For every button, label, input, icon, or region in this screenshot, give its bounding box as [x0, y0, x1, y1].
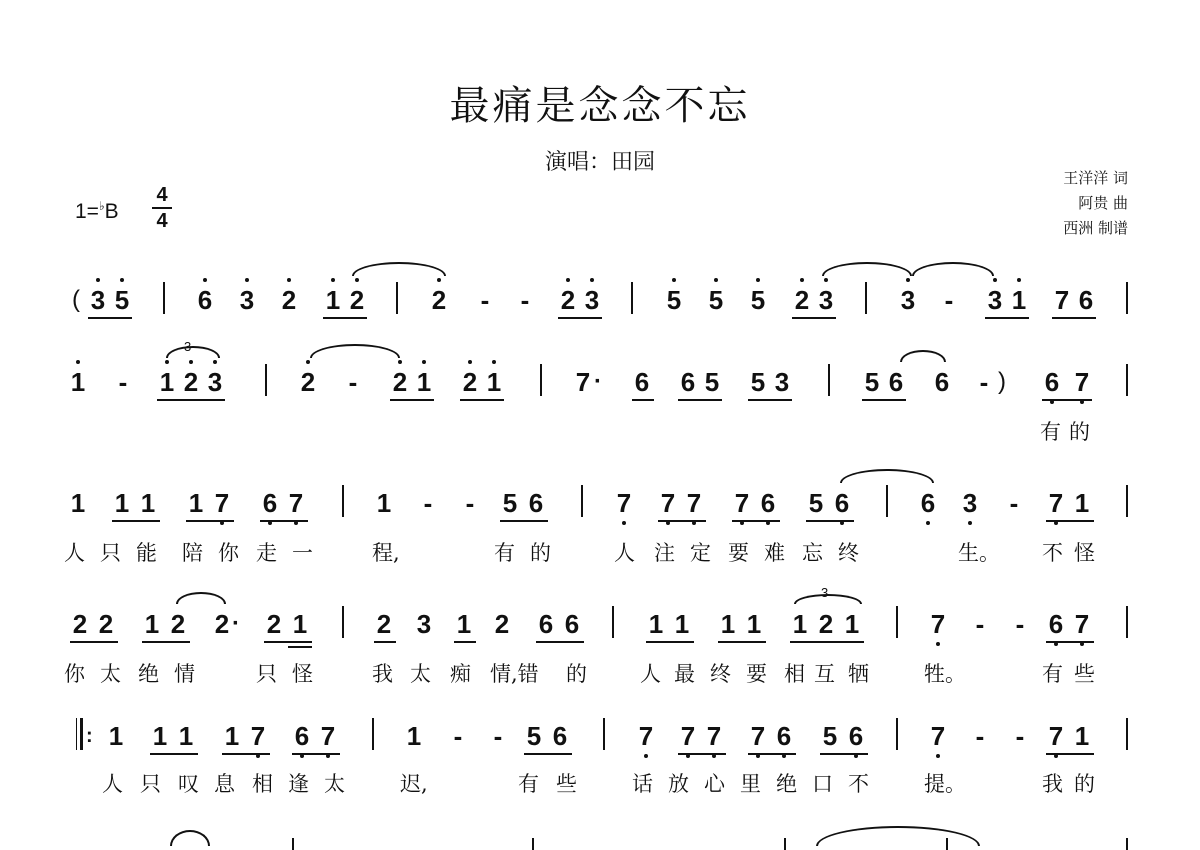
lyric: 有的 [1040, 420, 1098, 444]
note-dash: - [975, 609, 985, 639]
barline [1126, 485, 1128, 517]
lyric: 相 [252, 772, 273, 796]
lyric: 的 [566, 662, 587, 686]
note: 3 [235, 284, 259, 316]
note: 6 [634, 367, 650, 397]
augmentation-dot: · [594, 368, 602, 395]
note: 3 [86, 284, 110, 316]
barline [1126, 282, 1128, 314]
note: 5 [502, 488, 518, 518]
lyric: 要 [728, 541, 749, 565]
barline [163, 282, 165, 314]
singer-line: 演唱：田园 [544, 150, 655, 175]
note: 2 [790, 284, 814, 316]
note: 3 [958, 487, 982, 519]
song-title: 最痛是念念不忘 [449, 83, 751, 129]
note: 6 [1044, 608, 1068, 640]
lyric: 程, [372, 541, 400, 565]
note: 6 [772, 720, 796, 752]
lyric: 人 [640, 662, 661, 686]
barline [828, 364, 830, 396]
note: 3 [774, 367, 790, 397]
note: 7 [1070, 608, 1094, 640]
lyric: 的 [1074, 772, 1095, 796]
note: 7 [612, 487, 636, 519]
paren-open: ( [72, 286, 80, 313]
note: 5 [110, 284, 134, 316]
note-dash: - [348, 367, 358, 397]
score-row-1 [0, 284, 1200, 324]
note: 7 [284, 487, 308, 519]
note: 1 [844, 609, 860, 639]
score-row-3 [0, 487, 1200, 565]
barline [631, 282, 633, 314]
lyric: 只 [100, 541, 121, 565]
barline [265, 364, 267, 396]
lyric: 怪 [292, 662, 313, 686]
lyric: 你 [218, 541, 239, 565]
lyric: 痴 [450, 662, 471, 686]
key-signature [75, 200, 119, 224]
score-row-2 [0, 339, 1200, 444]
arranger-credit: 西洲 制谱 [1063, 219, 1128, 237]
note: 5 [704, 367, 720, 397]
lyric: 忘 [802, 541, 823, 565]
note-dash: - [453, 721, 463, 751]
lyricist-credit: 王洋洋 词 [1063, 169, 1128, 187]
note: 6 [258, 487, 282, 519]
note: 6 [916, 487, 940, 519]
paren-close: ) [998, 368, 1006, 395]
note: 1 [321, 284, 345, 316]
lyric: 只 [140, 772, 161, 796]
note: 1 [746, 609, 762, 639]
lyric: 情,错 [490, 662, 539, 686]
note: 7 [1044, 487, 1068, 519]
note-dash: - [1009, 488, 1019, 518]
note: 6 [528, 488, 544, 518]
note: 2 [376, 609, 392, 639]
lyric: 走 [256, 541, 277, 565]
note: 7 [1054, 285, 1070, 315]
note: 1 [792, 609, 808, 639]
barline [532, 838, 534, 850]
note: 2 [214, 609, 230, 639]
barline [896, 718, 898, 750]
key-prefix: 1= [75, 200, 99, 223]
note: 7 [656, 487, 680, 519]
note: 1 [406, 721, 422, 751]
note: 1 [152, 721, 168, 751]
note: 1 [108, 721, 124, 751]
note: 1 [140, 488, 156, 518]
repeat-dots: : [86, 725, 93, 747]
note: 1 [648, 609, 664, 639]
lyric: 绝 [138, 662, 159, 686]
note: 7 [676, 720, 700, 752]
note: 1 [144, 609, 160, 639]
note: 1 [456, 609, 472, 639]
note: 1 [412, 366, 436, 398]
note-dash: - [118, 367, 128, 397]
note: 7 [682, 487, 706, 519]
lyric: 太 [100, 662, 121, 686]
time-sig-bottom: 4 [156, 210, 168, 232]
note: 6 [290, 720, 314, 752]
note: 7 [1044, 720, 1068, 752]
note: 5 [864, 367, 880, 397]
barline [1126, 718, 1128, 750]
barline [946, 838, 948, 850]
lyric: 只 [256, 662, 277, 686]
lyric: 提。 [924, 772, 966, 796]
note-dash: - [480, 285, 490, 315]
lyric: 迟, [400, 772, 428, 796]
note: 1 [155, 366, 179, 398]
lyric: 些 [556, 772, 577, 796]
lyric: 叹 [178, 772, 199, 796]
lyric: 你 [64, 662, 85, 686]
lyric: 互 [814, 662, 835, 686]
note-dash: - [520, 285, 530, 315]
note: 1 [1074, 488, 1090, 518]
lyric: 绝 [776, 772, 797, 796]
note: 7 [246, 720, 270, 752]
note: 5 [662, 284, 686, 316]
lyric: 心 [704, 772, 725, 796]
lyric: 有 [1042, 662, 1063, 686]
barline [292, 838, 294, 850]
note: 7 [702, 720, 726, 752]
lyric: 放 [668, 772, 689, 796]
barline [540, 364, 542, 396]
lyric: 牲。 [924, 662, 966, 686]
note: 6 [1078, 285, 1094, 315]
note-dash: - [975, 721, 985, 751]
lyric: 些 [1074, 662, 1095, 686]
barline [342, 485, 344, 517]
note: 7 [1070, 366, 1094, 398]
note-dash: - [1015, 721, 1025, 751]
note: 1 [292, 609, 308, 639]
lyric: 逢 [288, 772, 309, 796]
note: 2 [72, 609, 88, 639]
lyric: 人 [64, 541, 85, 565]
lyric: 息 [214, 772, 235, 796]
note: 1 [70, 488, 86, 518]
note: 1 [482, 366, 506, 398]
note: 3 [983, 284, 1007, 316]
barline [1126, 364, 1128, 396]
lyric: 相 [784, 662, 805, 686]
triplet-mark: 3 [184, 339, 192, 354]
composer-credit: 阿贵 曲 [1078, 194, 1128, 212]
lyric: 情 [174, 662, 195, 686]
time-signature [152, 184, 172, 232]
note: 2 [556, 284, 580, 316]
note: 1 [674, 609, 690, 639]
lyric: 不 [848, 772, 869, 796]
flat-sign: ♭ [98, 199, 105, 213]
note: 6 [934, 367, 950, 397]
note-dash: - [423, 488, 433, 518]
triplet-mark: 3 [821, 585, 829, 600]
barline [1126, 606, 1128, 638]
lyric: 的 [530, 541, 551, 565]
lyric: 怪 [1074, 541, 1095, 565]
lyric: 最 [674, 662, 695, 686]
score-row-6-partial [0, 826, 1200, 850]
lyric: 人 [102, 772, 123, 796]
lyric: 定 [690, 541, 711, 565]
note: 2 [345, 284, 369, 316]
note: 1 [178, 721, 194, 751]
note: 2 [266, 609, 282, 639]
lyric: 陪 [182, 541, 203, 565]
note: 1 [114, 488, 130, 518]
note: 1 [1074, 721, 1090, 751]
lyric: 我 [372, 662, 393, 686]
note-dash: - [944, 285, 954, 315]
note: 7 [634, 720, 658, 752]
lyric: 牺 [848, 662, 869, 686]
note-dash: - [979, 367, 989, 397]
barline [1126, 838, 1128, 850]
note: 2 [427, 284, 451, 316]
note: 7 [210, 487, 234, 519]
barline [603, 718, 605, 750]
barline [342, 606, 344, 638]
barline [865, 282, 867, 314]
note: 7 [926, 720, 950, 752]
lyric: 终 [710, 662, 731, 686]
note: 2 [388, 366, 412, 398]
barline [372, 718, 374, 750]
note: 7 [746, 720, 770, 752]
note: 3 [416, 609, 432, 639]
note: 1 [376, 488, 392, 518]
note: 3 [580, 284, 604, 316]
note: 7 [730, 487, 754, 519]
lyric: 里 [740, 772, 761, 796]
note-dash: - [493, 721, 503, 751]
lyric: 难 [764, 541, 785, 565]
lyric: 太 [324, 772, 345, 796]
repeat-start-thin [76, 718, 77, 750]
note: 5 [526, 721, 542, 751]
note: 2 [296, 366, 320, 398]
note: 2 [818, 609, 834, 639]
barline [396, 282, 398, 314]
note-dash: - [465, 488, 475, 518]
note: 3 [203, 366, 227, 398]
note: 7 [316, 720, 340, 752]
barline [896, 606, 898, 638]
lyric: 终 [838, 541, 859, 565]
lyric: 要 [746, 662, 767, 686]
lyric: 不 [1042, 541, 1063, 565]
note: 2 [277, 284, 301, 316]
time-sig-top: 4 [156, 184, 168, 206]
note: 1 [224, 721, 240, 751]
note: 5 [746, 284, 770, 316]
note: 6 [844, 720, 868, 752]
note: 2 [98, 609, 114, 639]
note: 6 [538, 609, 554, 639]
lyric: 生。 [958, 541, 1000, 565]
note: 5 [704, 284, 728, 316]
barline [581, 485, 583, 517]
note: 1 [720, 609, 736, 639]
lyric: 有 [494, 541, 515, 565]
lyric: 有 [518, 772, 539, 796]
note: 6 [756, 487, 780, 519]
note: 6 [1040, 366, 1064, 398]
lyric: 一 [292, 541, 313, 565]
key-note: B [104, 200, 119, 223]
note: 3 [814, 284, 838, 316]
note: 6 [830, 487, 854, 519]
repeat-start-thick [80, 718, 83, 750]
note: 1 [66, 366, 90, 398]
note: 6 [888, 367, 904, 397]
note: 2 [458, 366, 482, 398]
lyric: 人 [614, 541, 635, 565]
note-dash: - [1015, 609, 1025, 639]
lyric: 我 [1042, 772, 1063, 796]
note: 1 [188, 488, 204, 518]
note: 6 [680, 367, 696, 397]
lyric: 话 [632, 772, 653, 796]
note: 6 [193, 284, 217, 316]
note: 5 [750, 367, 766, 397]
note: 6 [552, 721, 568, 751]
lyric: 注 [654, 541, 675, 565]
note: 1 [1007, 284, 1031, 316]
augmentation-dot: · [232, 610, 240, 637]
barline [612, 606, 614, 638]
score-row-5 [0, 720, 1200, 796]
lyric: 能 [136, 541, 157, 565]
score-row-4 [0, 585, 1200, 686]
note: 2 [170, 609, 186, 639]
note: 2 [179, 366, 203, 398]
note: 5 [822, 721, 838, 751]
note: 7 [926, 608, 950, 640]
note: 3 [896, 284, 920, 316]
lyric: 太 [410, 662, 431, 686]
note: 7 [575, 367, 591, 397]
note: 2 [494, 609, 510, 639]
lyric: 口 [812, 772, 833, 796]
note: 6 [564, 609, 580, 639]
note: 5 [808, 488, 824, 518]
barline [784, 838, 786, 850]
barline [886, 485, 888, 517]
